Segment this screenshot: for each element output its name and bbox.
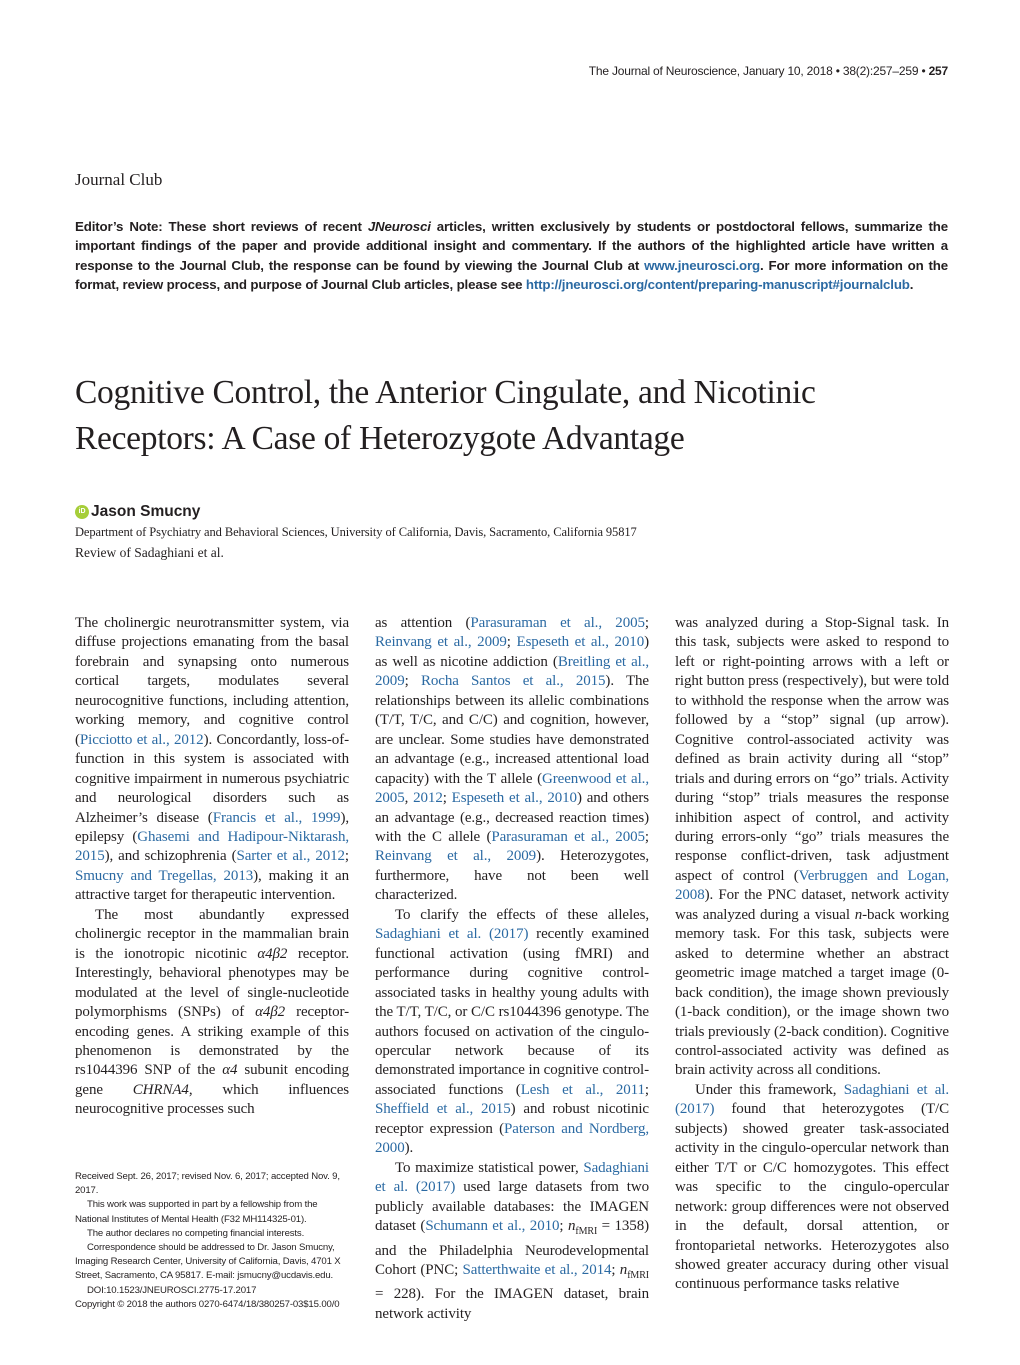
footnote-support: This work was supported in part by a fellowship from the National Institutes of Mental Health (F32 MH114325-01). [75,1199,318,1225]
journal-club-guidelines-link[interactable]: http://jneurosci.org/content/preparing-manuscript#journalclub [525,277,910,293]
citation-link[interactable]: Ghasemi and Hadipour-Niktarash, 2015 [75,828,350,865]
citation-link[interactable]: Espeseth et al., 2010 [516,634,645,651]
citation-link[interactable]: Espeseth et al., 2010 [451,790,577,807]
editor-note-text: Editor’s Note: These short reviews of recent [75,219,368,234]
citation-link[interactable]: Schumann et al., 2010 [425,1218,560,1235]
citation-link[interactable]: Reinvang et al., 2009 [375,848,537,865]
footnote-correspondence: Correspondence should be addressed to Dr. Jason Smucny, Imaging Research Center, University of California, Davis, 4701 X Street, Sacramento, CA 95817. E-mail: jsmucny@ucdavis.edu. [75,1242,341,1282]
receptor-symbol: α4β2 [257,945,288,962]
citation-link[interactable]: Picciotto et al., 2012 [79,731,204,748]
gene-name: CHRNA4 [132,1081,189,1098]
citation-link[interactable]: Breitling et al., 2009 [375,653,649,690]
citation-link[interactable]: Parasuraman et al., 2005 [491,828,645,845]
review-of: Review of Sadaghiani et al. [75,545,224,560]
title-line-1: Cognitive Control, the Anterior Cingulate, and Nicotinic [75,374,816,411]
editor-note-text: . [909,277,914,293]
journal-name: JNeurosci [367,219,431,234]
section-label: Journal Club [75,170,163,189]
footnote-doi: DOI:10.1523/JNEUROSCI.2775-17.2017 [87,1284,257,1296]
author-affiliation: Department of Psychiatry and Behavioral Sciences, University of California, Davis, Sacramento, California 95817 [75,525,637,539]
citation-link[interactable]: Parasuraman et al., 2005 [470,615,645,631]
title-line-2: Receptors: A Case of Heterozygote Advantage [75,420,685,457]
author-block [75,503,948,561]
citation-link[interactable]: Reinvang et al., 2009 [375,634,507,651]
author-line [75,503,948,521]
editor-note-text: . For more information on the format, review process, and purpose of Journal Club articles, please see [75,257,948,293]
subunit-symbol: α4 [222,1062,238,1079]
footnote-received: Received Sept. 26, 2017; revised Nov. 6, 2017; accepted Nov. 9, 2017. [75,1171,340,1197]
author-name: Jason Smucny [91,503,201,520]
citation-link[interactable]: Satterthwaite et al., 2014 [462,1261,612,1278]
citation-link[interactable]: Verbruggen and Logan, 2008 [675,867,949,904]
body-column-3 [675,614,949,1295]
body-column-2 [375,614,649,1324]
citation-link[interactable]: Rocha Santos et al., 2015 [420,673,606,690]
paragraph: was analyzed during a Stop-Signal task. In this task, subjects were asked to respond to left or right-pointing arrows with a left or right button press (respectively), but were told to withhold the response when the arrow was followed by a “stop” signal (up arrow). Cognitive control-associated activity was defined as brain activity during all “stop” trials and during errors on “go” trials. Activity during “stop” trials measures the response inhibition aspect of control, and activity during errors-only “go” trials measures the response conflict-driven, task adjustment aspect of control (Verbruggen and Logan, 2008). For the PNC dataset, network activity was analyzed during a visual n-back working memory task. For this task, subjects were asked to determine whether an abstract geometric image matched a target image (0-back condition), the image shown previously (1-back condition), or the image shown two trials previously (2-back condition). Cognitive control-associated activity was defined as brain activity across all conditions. [675,615,949,1079]
citation-link[interactable]: Francis et al., 1999 [212,809,341,826]
paragraph: The most abundantly expressed cholinergic receptor in the mammalian brain is the ionotropic nicotinic α4β2 receptor. Interestingly, behavioral phenotypes may be modulated at the level of single-nucleotide polymorphisms (SNPs) of α4β2 receptor-encoding genes. A striking example of this phenomenon is demonstrated by the rs1044396 SNP of the α4 subunit encoding gene CHRNA4, which influences neurocognitive processes such [75,906,349,1118]
journal-citation: The Journal of Neuroscience, January 10, 2018 • 38(2):257–259 • [588,64,929,78]
paragraph: To clarify the effects of these alleles, Sadaghiani et al. (2017) recently examined functional activation (using fMRI) and performance during cognitive control-associated tasks in healthy young adults with the T/T, T/C, or C/C rs1044396 genotype. The authors focused on activation of the cingulo-opercular network because of its demonstrated importance in cognitive control-associated functions (Lesh et al., 2011; Sheffield et al., 2015) and robust nicotinic receptor expression (Paterson and Nordberg, 2000). [375,906,649,1157]
citation-link[interactable]: Paterson and Nordberg, 2000 [375,1120,649,1157]
paragraph: To maximize statistical power, Sadaghiani et al. (2017) used large datasets from two publicly available databases: the IMAGEN dataset (Schumann et al., 2010; $n_{fMRI} = 1358$) and the Philadelphia Neurodevelopmental Cohort (PNC; Satterthwaite et al., 2014; $n_{fMRI} = 228$). For the IMAGEN dataset, brain network activity [375,1159,650,1322]
citation-link[interactable]: 2012 [413,790,443,807]
citation-link[interactable]: Sadaghiani et al. (2017) [675,1081,949,1118]
citation-link[interactable]: Smucny and Tregellas, 2013 [75,867,254,884]
editor-note-text: articles, written exclusively by students or postdoctoral fellows, summarize the important findings of the paper and provide additional insight and commentary. If the authors of the highlighted article have written a response to the Journal Club, the response can be found by viewing the Journal Club at [75,219,949,273]
jneurosci-link[interactable]: www.jneurosci.org [644,257,761,273]
citation-link[interactable]: Lesh et al., 2011 [520,1081,645,1098]
citation-link[interactable]: Sadaghiani et al. (2017) [375,1159,649,1196]
footnotes [75,1170,349,1312]
citation-link[interactable]: Sheffield et al., 2015 [375,1101,511,1118]
citation-link[interactable]: Sarter et al., 2012 [236,848,345,865]
body-column-1 [75,614,349,1120]
paragraph: as attention (Parasuraman et al., 2005; Reinvang et al., 2009; Espeseth et al., 2010) as well as nicotine addiction (Breitling et al., 2009; Rocha Santos et al., 2015). The relationships between its allelic combinations (T/T, T/C, and C/C) and cognition, however, are unclear. Some studies have demonstrated an advantage (e.g., increased attentional load capacity) with the T allele (Greenwood et al., 2005, 2012; Espeseth et al., 2010) and others an advantage (e.g., decreased reaction times) with the C allele (Parasuraman et al., 2005; Reinvang et al., 2009). Heterozygotes, furthermore, have not been well characterized. [375,615,650,904]
page-number: 257 [928,64,948,78]
footnote-competing-interests: The author declares no competing financial interests. [87,1227,305,1239]
citation-link[interactable]: Sadaghiani et al. (2017) [375,926,529,943]
article-title [75,370,948,462]
citation-link[interactable]: Greenwood et al., 2005 [375,770,649,807]
paragraph: Under this framework, Sadaghiani et al. (2017) found that heterozygotes (T/C subjects) showed greater task-associated activity in the cingulo-opercular network than either T/T or C/C homozygotes. This effect was specific to the cingulo-opercular network: group differences were not observed in the default, dorsal attention, or frontoparietal networks. Heterozygotes also showed greater accuracy during other visual continuous performance tasks relative [675,1081,949,1293]
orcid-icon[interactable]: iD [75,505,89,519]
editors-note [75,217,948,295]
receptor-symbol: α4β2 [255,1004,286,1021]
running-head [75,64,948,78]
footnote-copyright: Copyright © 2018 the authors 0270-6474/18/380257-03$15.00/0 [75,1298,340,1310]
paragraph: The cholinergic neurotransmitter system, via diffuse projections emanating from the basal forebrain and synapsing onto numerous cortical targets, modulates several neurocognitive functions, including attention, working memory, and cognitive control (Picciotto et al., 2012). Concordantly, loss-of-function in this system is associated with cognitive impairment in numerous psychiatric and neurological disorders such as Alzheimer’s disease (Francis et al., 1999), epilepsy (Ghasemi and Hadipour-Niktarash, 2015), and schizophrenia (Sarter et al., 2012; Smucny and Tregellas, 2013), making it an attractive target for therapeutic intervention. [75,615,350,904]
